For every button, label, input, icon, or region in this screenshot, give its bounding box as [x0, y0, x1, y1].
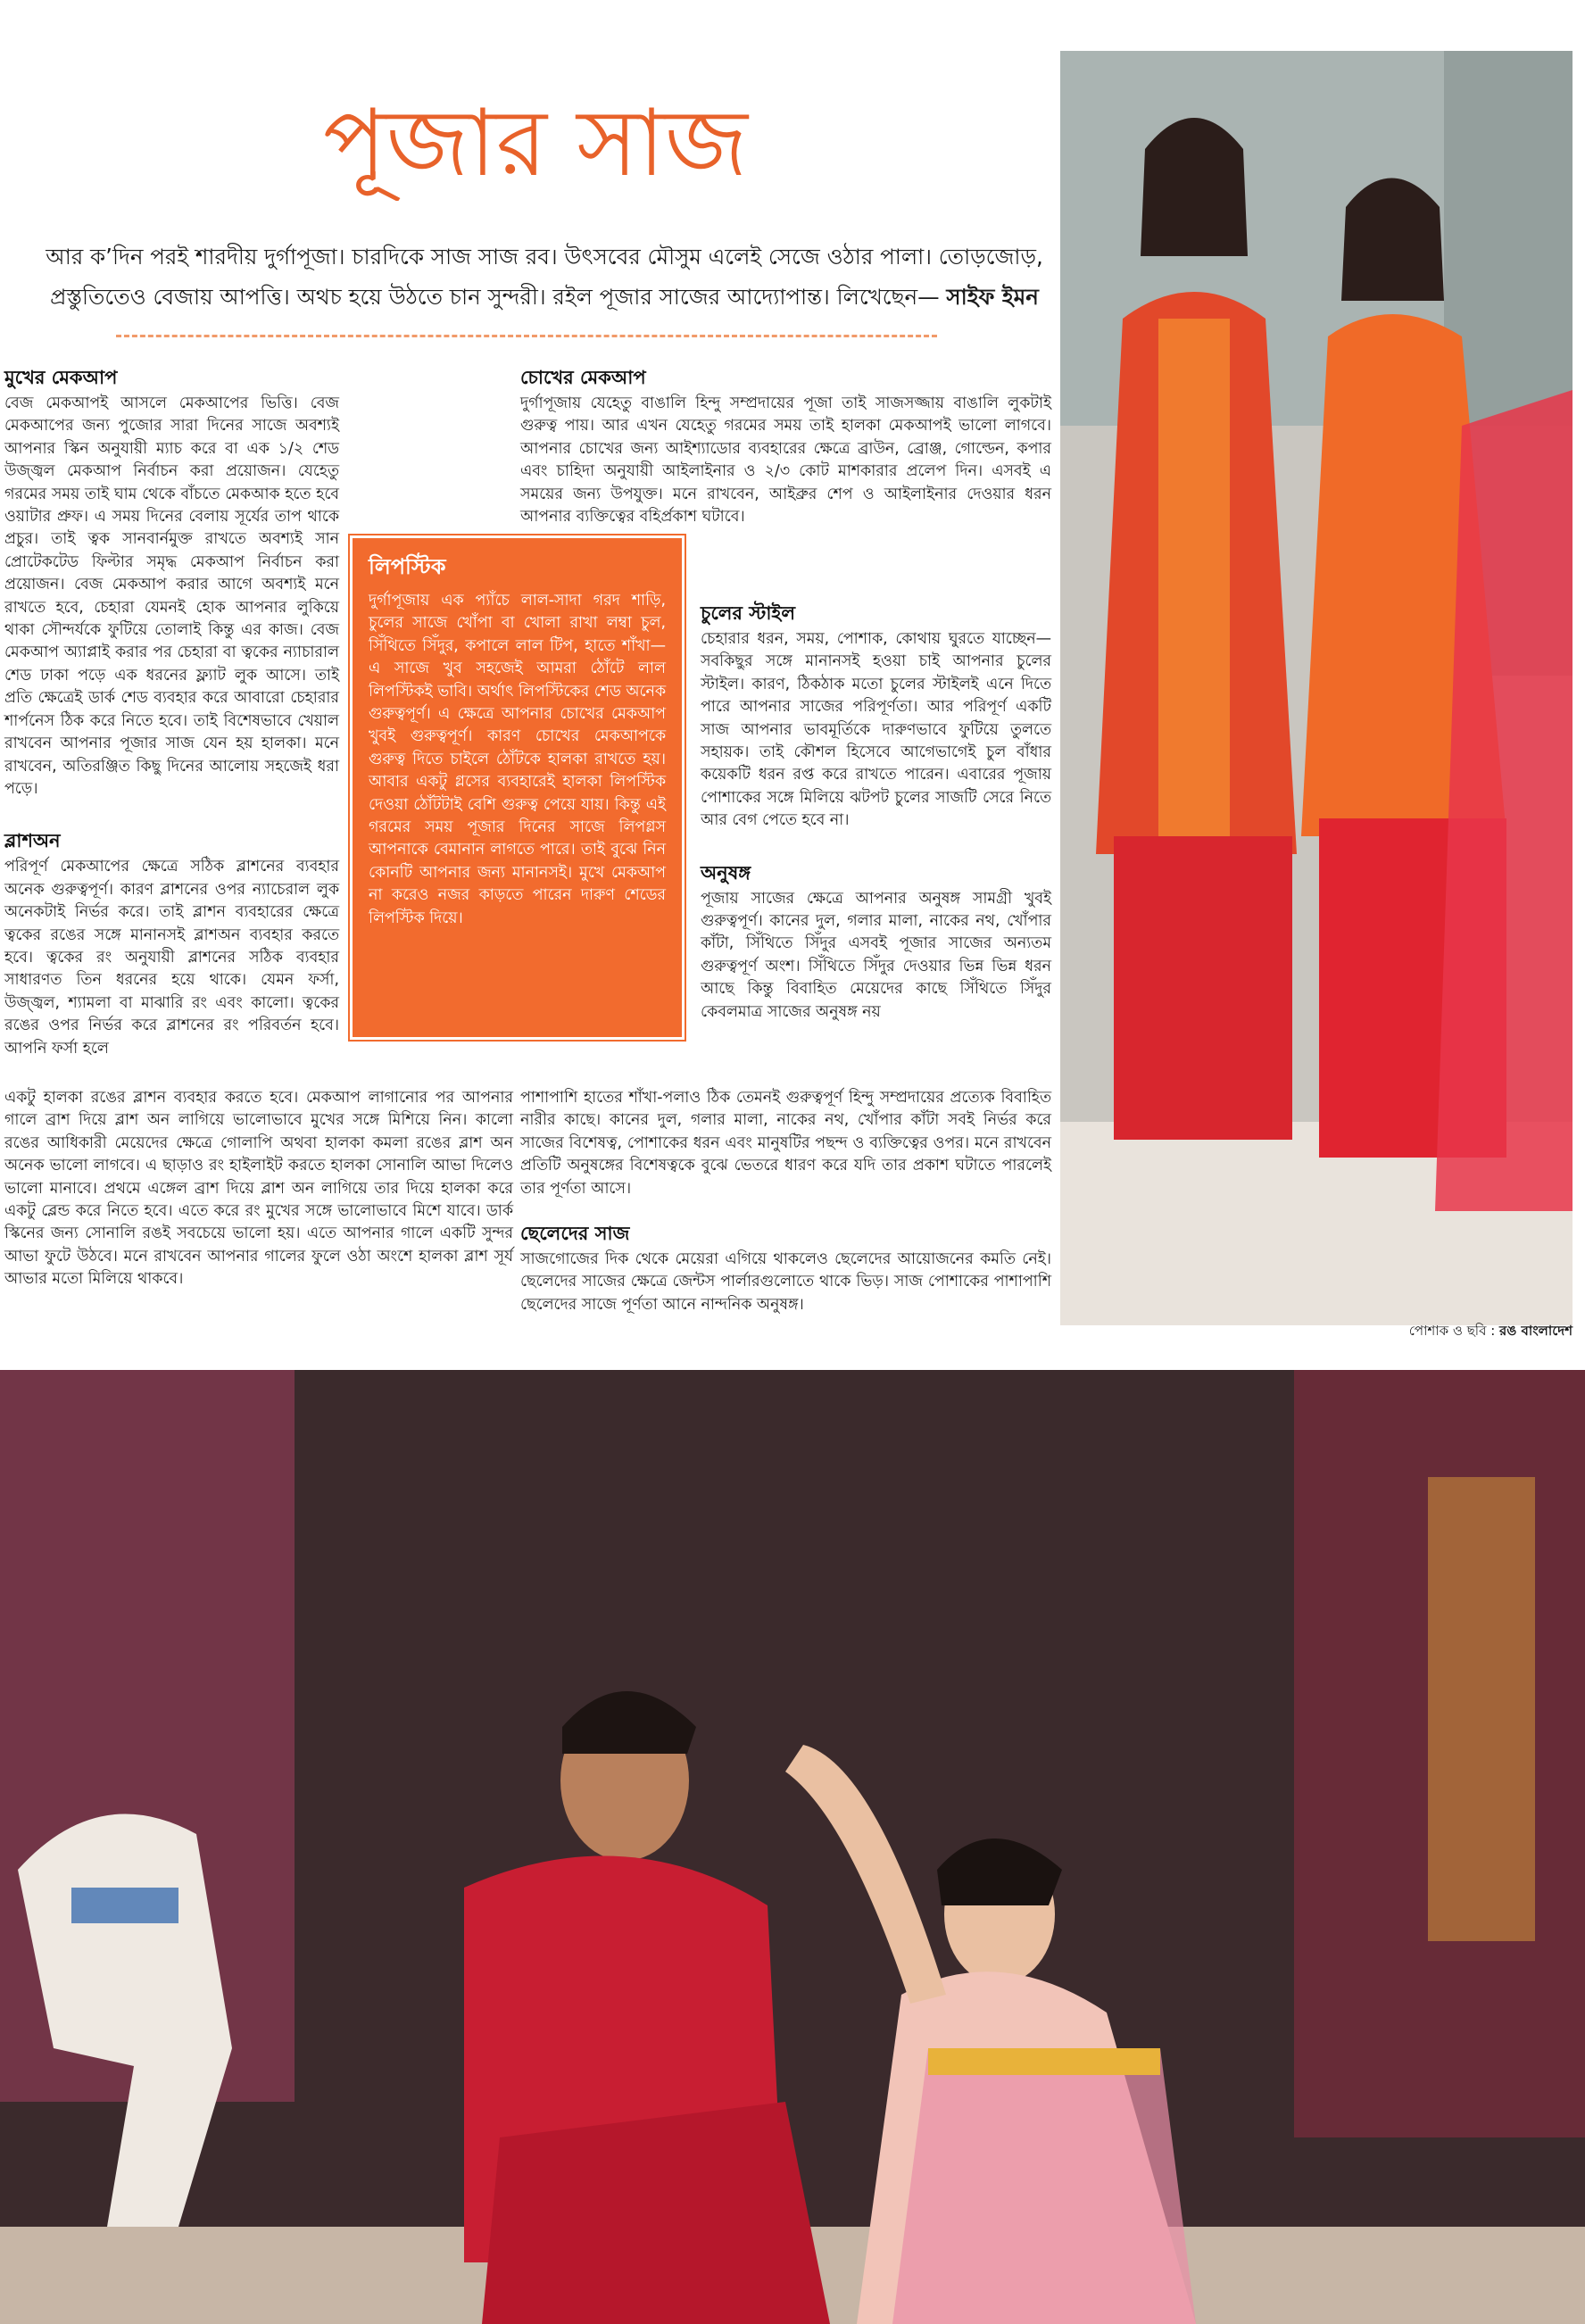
section-body: পরিপূর্ণ মেকআপের ক্ষেত্রে সঠিক ব্লাশনের ব্যবহার অনেক গুরুত্বপূর্ণ। কারণ ব্লাশনের ওপর ন্যাচেরাল লুক অনেকটাই নির্ভর করে। তাই ব্লাশন ব্যবহারের ক্ষেত্রে ত্বকের রঙের সঙ্গে মানানসই ব্লাশঅন ব্যবহার করতে হবে। ত্বকের রং অনুযায়ী ব্লাশনের সঠিক ব্যবহার সাধারণত তিন ধরনের হয়ে থাকে। যেমন ফর্সা, উজ্জ্বল, শ্যামলা বা মাঝারি রং এবং কালো। ত্বকের রঙের ওপর নির্ভর করে ব্লাশনের রং পরিবর্তন হবে। আপনি ফর্সা হলে: [4, 858, 339, 1058]
column-1-wide: [4, 1087, 513, 1291]
dashed-divider: [116, 335, 937, 337]
column-3-top: [520, 364, 1051, 528]
models-illustration: [1060, 51, 1573, 1325]
column-1: [4, 364, 339, 1060]
section-heading: চোখের মেকআপ: [520, 367, 646, 388]
section-accessories: [701, 859, 1051, 1024]
section-face-makeup: [4, 364, 339, 801]
section-body: চেহারার ধরন, সময়, পোশাক, কোথায় ঘুরতে যাচ্ছেন—সবকিছুর সঙ্গে মানানসই হওয়া চাই আপনার চুলের স্টাইল। কারণ, ঠিকঠাক মতো চুলের স্টাইলই এনে দিতে পারে আপনার সাজের পরিপূর্ণতা। আর পরিপূর্ণ একটি সাজ আপনার ভাবমূর্তিকে দারুণভাবে ফুটিয়ে তুলতে সহায়ক। তাই কৌশল হিসেবে আগেভাগেই চুল বাঁধার কয়েকটি ধরন রপ্ত করে রাখতে পারেন। এবারের পূজায় পোশাকের সঙ্গে মিলিয়ে ঝটপট চুলের সাজটি সেরে নিতে আর বেগ পেতে হবে না।: [701, 630, 1051, 830]
lipstick-box: [350, 535, 685, 1040]
photo-credit: [1339, 1321, 1573, 1340]
section-heading: অনুষঙ্গ: [701, 861, 751, 884]
section-heading: চুলের স্টাইল: [701, 602, 796, 624]
column-3: [701, 600, 1051, 1024]
models-photo: [1060, 51, 1573, 1325]
box-heading: লিপস্টিক: [369, 554, 446, 579]
couple-photo: [0, 1370, 1585, 2324]
section-blushon: [4, 827, 339, 1060]
byline: সাইফ ইমন: [946, 284, 1039, 310]
section-body: দুর্গাপূজায় যেহেতু বাঙালি হিন্দু সম্প্রদায়ের পূজা তাই সাজসজ্জায় বাঙালি লুকটাই গুরুত্ব পায়। আর এখন যেহেতু গরমের সময় তাই হালকা মেকআপই ভালো লাগবে। আপনার চোখের জন্য আইশ্যাডোর ব্যবহারের ক্ষেত্রে ব্রাউন, ব্রোঞ্জ, গোল্ডেন, কপার এবং চাহিদা অনুযায়ী আইলাইনার ও ২/৩ কোট মাশকারার প্রলেপ দিন। এসবই এ সময়ের জন্য উপযুক্ত। মনে রাখবেন, আইব্রুর শেপ ও আইলাইনার দেওয়ার ধরন আপনার ব্যক্তিত্বের বহির্প্রকাশ ঘটাবে।: [520, 394, 1051, 527]
section-hairstyle: [701, 600, 1051, 833]
intro-paragraph: [27, 237, 1062, 317]
intro-text: আর ক’দিন পরই শারদীয় দুর্গাপূজা। চারদিকে সাজ সাজ রব। উৎসবের মৌসুম এলেই সেজে ওঠার পালা। তোড়জোড়, প্রস্তুতিতেও বেজায় আপত্তি। অথচ হয়ে উঠতে চান সুন্দরী। রইল পূজার সাজের আদ্যোপান্ত। লিখেছেন—: [46, 244, 1043, 310]
credit-label: পোশাক ও ছবি :: [1408, 1323, 1496, 1339]
section-body-continued: একটু হালকা রঙের ব্লাশন ব্যবহার করতে হবে। মেকআপ লাগানোর পর আপনার গালে ব্রাশ দিয়ে ব্লাশ অন লাগিয়ে ভালোভাবে মুখের সঙ্গে মিশিয়ে নিন। কালো রঙের আধিকারী মেয়েদের ক্ষেত্রে গোলাপি অথবা হালকা কমলা রঙের ব্লাশ অন অনেক ভালো লাগবে। এ ছাড়াও রং হাইলাইট করতে হালকা সোনালি আভা দিলেও ভালো মানাবে। প্রথমে এঙ্গেল ব্রাশ দিয়ে ব্লাশ অন লাগিয়ে তার দিয়ে হালকা করে একটু ব্লেন্ড করে নিতে হবে। এতে করে রং মুখের সঙ্গে ভালোভাবে মিশে যাবে। ডার্ক স্কিনের জন্য সোনালি রঙই সবচেয়ে ভালো হয়। এতে আপনার গালে একটি সুন্দর আভা ফুটে উঠবে। মনে রাখবেন আপনার গালের ফুলে ওঠা অংশে হালকা ব্লাশ সূর্য আভার মতো মিলিয়ে থাকবে।: [4, 1089, 513, 1289]
credit-brand: রঙ বাংলাদেশ: [1499, 1323, 1573, 1339]
section-mens-style: [520, 1220, 1051, 1316]
section-body-continued: পাশাপাশি হাতের শাঁখা-পলাও ঠিক তেমনই গুরুত্বপূর্ণ হিন্দু সম্প্রদায়ের প্রত্যেক বিবাহিত নারীর কাছে। কানের দুল, গলার মালা, নাকের নথ, খোঁপার কাঁটা সবই নির্ভর করে সাজের বিশেষত্ব, পোশাকের ধরন এবং মানুষটির পছন্দ ও ব্যক্তিত্বের ওপর। মনে রাখবেন প্রতিটি অনুষঙ্গের বিশেষত্বকে বুঝে ভেতরে ধারণ করে যদি তার প্রকাশ ঘটাতে পারলেই তার পূর্ণতা আসে।: [520, 1089, 1051, 1198]
section-body: পূজায় সাজের ক্ষেত্রে আপনার অনুষঙ্গ সামগ্রী খুবই গুরুত্বপূর্ণ। কানের দুল, গলার মালা, নাকের নথ, খোঁপার কাঁটা, সিঁথিতে সিঁদুর এসবই পূজার সাজের অন্যতম গুরুত্বপূর্ণ অংশ। সিঁথিতে সিঁদুর দেওয়ার ভিন্ন ভিন্ন ধরন আছে কিন্তু বিবাহিত মেয়েদের কাছে সিঁথিতে সিঁদুর কেবলমাত্র সাজের অনুষঙ্গ নয়: [701, 889, 1051, 1021]
page-title: পূজার সাজ: [323, 88, 748, 197]
section-heading: ব্লাশঅন: [4, 830, 61, 852]
box-body: দুর্গাপূজায় এক প্যাঁচে লাল-সাদা গরদ শাড়ি, চুলের সাজে খোঁপা বা খোলা রাখা লম্বা চুল, সিঁথিতে সিঁদুর, কপালে লাল টিপ, হাতে শাঁখা—এ সাজে খুব সহজেই আমরা ঠোঁটে লাল লিপস্টিকই ভাবি। অর্থাৎ লিপস্টিকের শেড অনেক গুরুত্বপূর্ণ। এ ক্ষেত্রে আপনার চোখের মেকআপ খুবই গুরুত্বপূর্ণ। কারণ চোখের মেকআপকে গুরুত্ব দিতে চাইলে ঠোঁটকে হালকা রাখতে হয়। আবার একটু গ্লসের ব্যবহারেই হালকা লিপস্টিক দেওয়া ঠোঁটটাই বেশি গুরুত্ব পেয়ে যায়। কিন্তু এই গরমের সময় পূজার দিনের সাজে লিপগ্লস আপনাকে বেমানান লাগতে পারে। তাই বুঝে নিন কোনটি আপনার জন্য মানানসই। মুখে মেকআপ না করেও নজর কাড়তে পারেন দারুণ শেডের লিপস্টিক দিয়ে।: [369, 592, 666, 927]
column-3-wide: [520, 1087, 1051, 1316]
section-body: সাজগোজের দিক থেকে মেয়েরা এগিয়ে থাকলেও ছেলেদের আয়োজনের কমতি নেই। ছেলেদের সাজের ক্ষেত্রে জেন্টস পার্লারগুলোতে থাকে ভিড়। সাজ পোশাকের পাশাপাশি ছেলেদের সাজে পূর্ণতা আনে নান্দনিক অনুষঙ্গ।: [520, 1250, 1051, 1314]
section-body: বেজ মেকআপই আসলে মেকআপের ভিত্তি। বেজ মেকআপের জন্য পুজোর সারা দিনের সাজে অবশ্যই আপনার স্কিন অনুযায়ী ম্যাচ করে বা এক ১/২ শেড উজ্জ্বল মেকআপ নির্বাচন করা প্রয়োজন। যেহেতু গরমের সময় তাই ঘাম থেকে বাঁচতে মেকআক হতে হবে ওয়াটার প্রুফ। এ সময় দিনের বেলায় সূর্যের তাপ থাকে প্রচুর। তাই ত্বক সানবার্নমুক্ত রাখতে অবশ্যই সান প্রোটেকটেড ফিল্টার সমৃদ্ধ মেকআপ নির্বাচন করা প্রয়োজন। বেজ মেকআপ করার আগে অবশ্যই মনে রাখতে হবে, চেহারা যেমনই হোক আপনার লুকিয়ে থাকা সৌন্দর্যকে ফুটিয়ে তোলাই কিন্তু এর কাজ। বেজ মেকআপ অ্যাপ্লাই করার পর চেহারা বা ত্বকের ন্যাচারাল শেড ঢাকা পড়ে এক ধরনের ফ্ল্যাট লুক আসে। তাই প্রতি ক্ষেত্রেই ডার্ক শেড ব্যবহার করে আবারো চেহারার শার্পনেস ঠিক করে নিতে হবে। তাই বিশেষভাবে খেয়াল রাখবেন আপনার পূজার সাজ যেন হয় হালকা। মনে রাখবেন, অতিরঞ্জিত কিছু দিনের আলোয় সহজেই ধরা পড়ে।: [4, 394, 339, 798]
section-heading: মুখের মেকআপ: [4, 367, 118, 388]
couple-illustration: [0, 1370, 1585, 2324]
section-heading: ছেলেদের সাজ: [520, 1223, 630, 1245]
